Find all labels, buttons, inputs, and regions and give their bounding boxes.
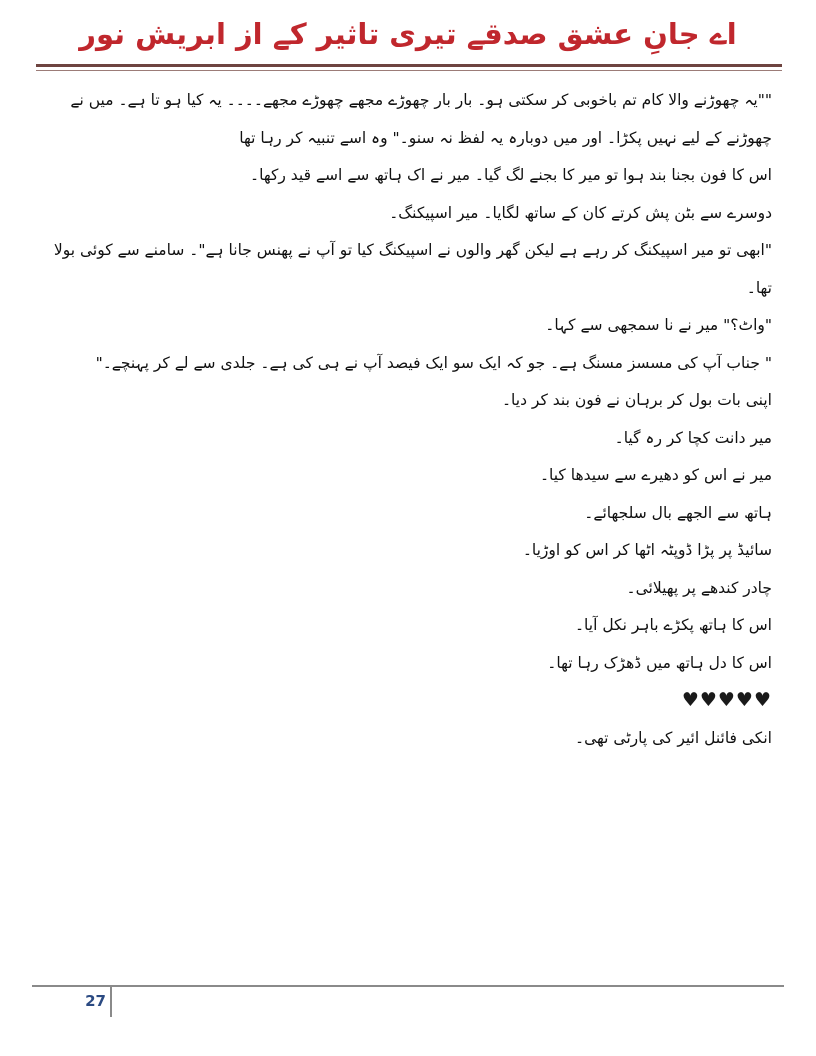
text-line: " جناب آپ کی مسسز مسنگ ہے۔ جو کہ ایک سو ایک فیصد آپ نے ہی کی ہے۔ جلدی سے لے کر پہنچے۔" (95, 353, 772, 372)
text-line: تھا۔ (746, 278, 772, 297)
text-line: دوسرے سے بٹن پش کرتے کان کے ساتھ لگایا۔ میر اسپیکنگ۔ (389, 203, 772, 222)
text-line: ہاتھ سے الجھے بال سلجھائے۔ (584, 503, 772, 522)
text-line: میر نے اس کو دھیرے سے سیدھا کیا۔ (539, 466, 772, 484)
text-line: اس کا دل ہاتھ میں ڈھڑک رہا تھا۔ (547, 653, 772, 672)
text-line: ""یہ چھوڑنے والا کام تم باخوبی کر سکتی ہو۔ بار بار چھوڑے مجھے چھوڑے مجھے۔۔۔۔ یہ کیا ہو تا ہے۔ میں نے (70, 91, 772, 109)
text-line: سائیڈ پر پڑا ڈوپٹہ اٹھا کر اس کو اوڑیا۔ (522, 541, 772, 559)
text-line: اس کا فون بجنا بند ہوا تو میر کا بجنے لگ گیا۔ میر نے اک ہاتھ سے اسے قید رکھا۔ (250, 166, 772, 184)
page-title: اے جانِ عشق صدقے تیری تاثیر کے از ابریش نور (79, 17, 737, 51)
story-body (40, 82, 772, 757)
text-line: اپنی بات بول کر برہان نے فون بند کر دیا۔ (501, 391, 772, 409)
heart-separator-icon: ♥♥♥♥♥ (681, 689, 772, 711)
page-number-divider (110, 987, 112, 1017)
text-line: "واٹ؟" میر نے نا سمجھی سے کہا۔ (545, 316, 772, 334)
page-number: 27 (85, 992, 106, 1010)
text-line: چادر کندھے پر پھیلائی۔ (626, 578, 772, 597)
footer-rule (32, 985, 784, 987)
text-line: چھوڑنے کے لیے نہیں پکڑا۔ اور میں دوبارہ یہ لفظ نہ سنو۔" وہ اسے تنبیہ کر رہا تھا (239, 128, 772, 147)
text-line: "ابھی تو میر اسپیکنگ کر رہے ہے لیکن گھر والوں نے اسپیکنگ کیا تو آپ نے پھنس جانا ہے"۔ سامنے سے کوئی بولا (53, 241, 772, 259)
text-line: انکی فائنل ائیر کی پارٹی تھی۔ (575, 728, 772, 747)
header-rule-thin (36, 70, 782, 71)
header-rule-thick (36, 64, 782, 67)
text-line: اس کا ہاتھ پکڑے باہر نکل آیا۔ (574, 616, 772, 634)
text-line: میر دانت کچا کر رہ گیا۔ (614, 428, 772, 447)
